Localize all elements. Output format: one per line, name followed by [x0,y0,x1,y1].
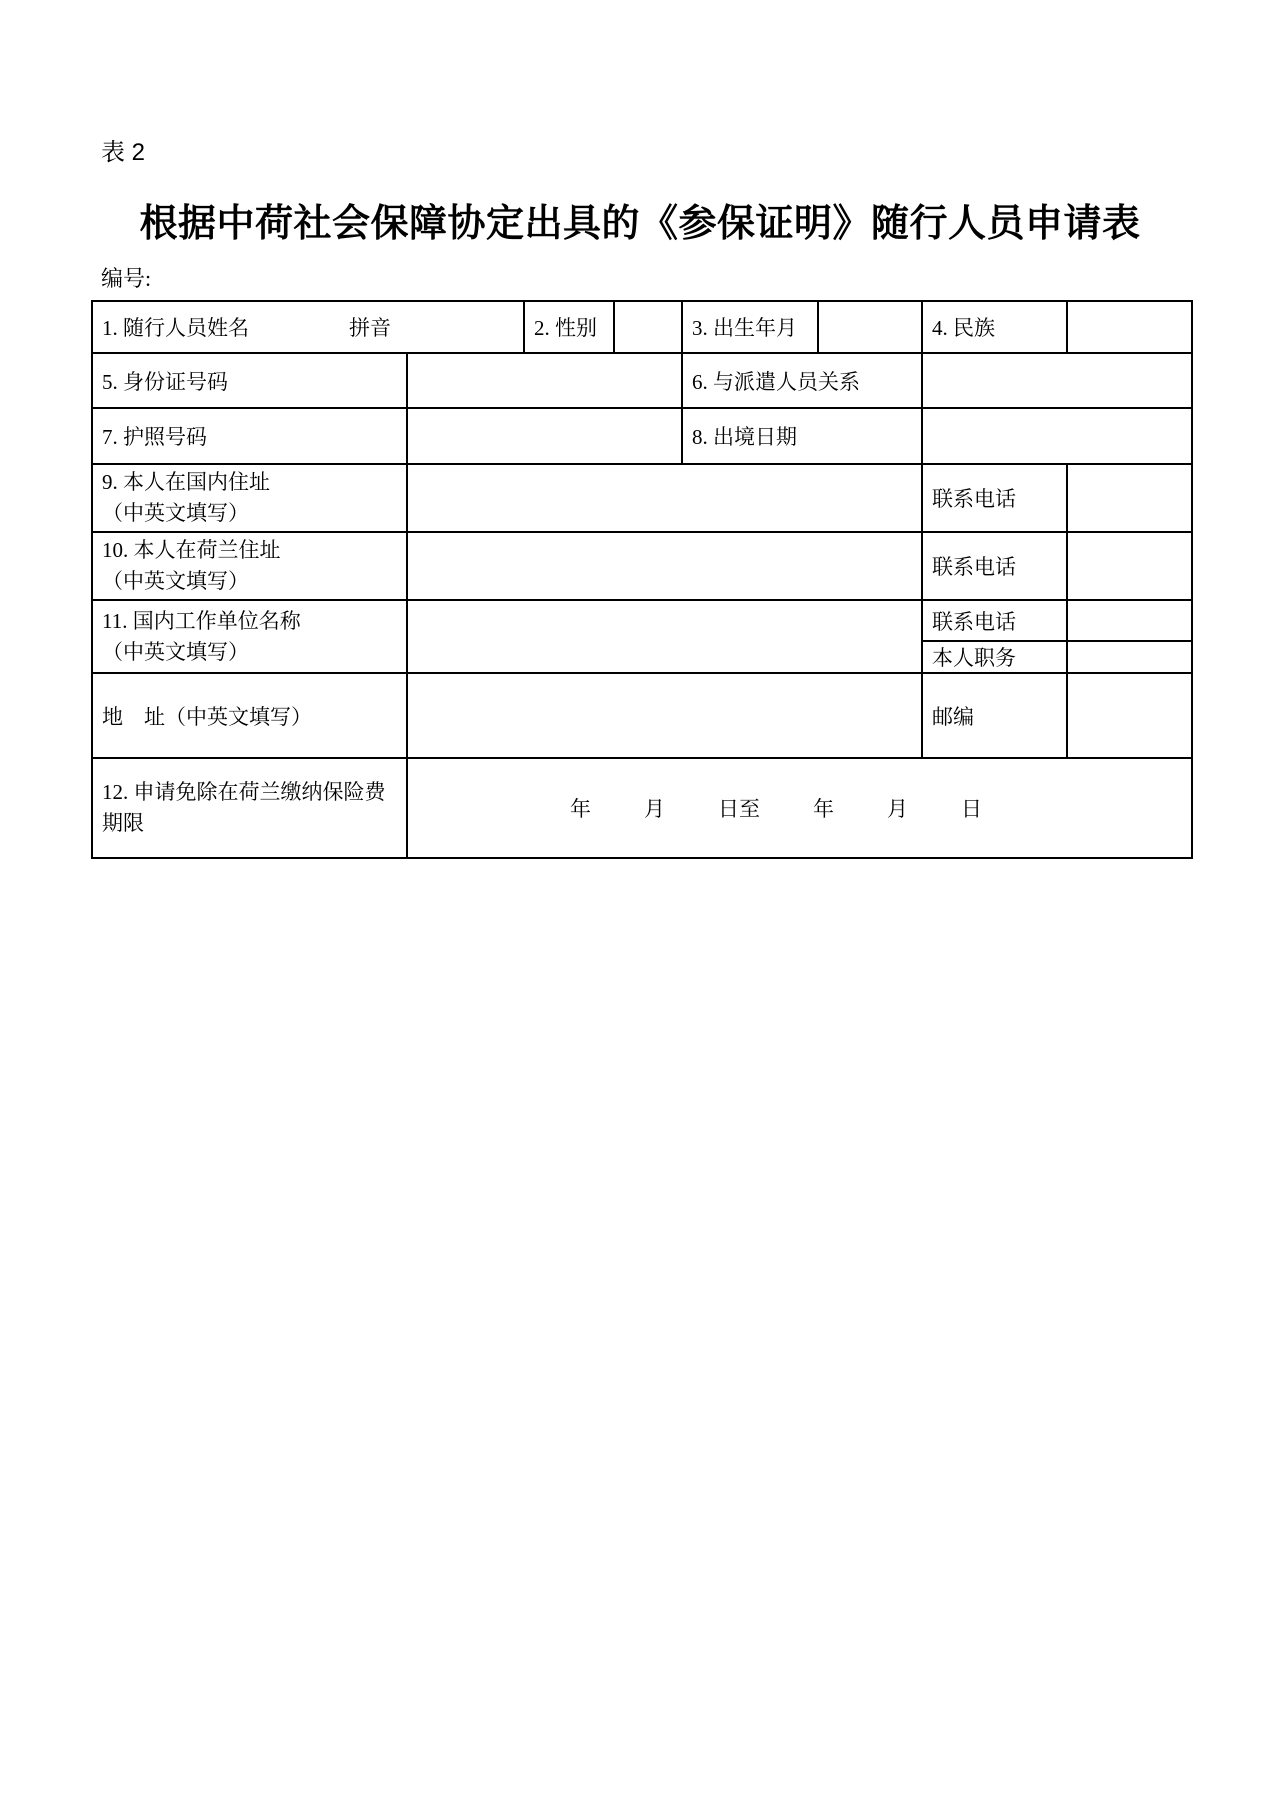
gender-label-cell: 2. 性别 [524,301,614,353]
employer-address-label-cell: 地 址（中英文填写） [92,673,407,758]
employer-name-value-cell [407,600,922,673]
employer-name-label-line2: （中英文填写） [102,639,249,664]
table-row-3 [92,408,1192,464]
pinyin-label: 拼音 [349,316,391,340]
date-month-from-label: 月 [644,797,665,821]
netherlands-address-label-cell [92,532,407,600]
netherlands-phone-value-cell [1067,532,1192,600]
exemption-period-value-cell [407,758,1192,858]
employer-phone-label-cell: 联系电话 [922,600,1067,641]
date-month-to-label: 月 [887,797,908,821]
name-label: 1. 随行人员姓名 [102,316,249,340]
date-day-to-label: 日 [961,797,982,821]
exemption-period-label-cell [92,758,407,858]
netherlands-address-label-line2: （中英文填写） [102,569,249,593]
gender-value-cell [614,301,682,353]
departure-date-label-cell: 8. 出境日期 [682,408,922,464]
table-row-5 [92,532,1192,600]
serial-number-label: 编号: [101,266,152,291]
application-form-table [91,300,1193,859]
date-day-from-to-label: 日至 [718,797,760,821]
relation-label-cell: 6. 与派遣人员关系 [682,353,922,408]
date-year-from-label: 年 [570,797,591,821]
table-row-2 [92,353,1192,408]
birthdate-label-cell: 3. 出生年月 [682,301,818,353]
departure-date-value-cell [922,408,1192,464]
employer-address-value-cell [407,673,922,758]
passport-value-cell [407,408,682,464]
domestic-phone-label-cell: 联系电话 [922,464,1067,532]
netherlands-address-value-cell [407,532,922,600]
name-label-cell [92,301,524,353]
domestic-phone-value-cell [1067,464,1192,532]
postcode-label-cell: 邮编 [922,673,1067,758]
position-label-cell: 本人职务 [922,641,1067,673]
table-row-4 [92,464,1192,532]
id-number-label-cell: 5. 身份证号码 [92,353,407,408]
domestic-address-value-cell [407,464,922,532]
table-row-1 [92,301,1192,353]
employer-name-label-cell [92,600,407,673]
position-value-cell [1067,641,1192,673]
netherlands-phone-label-cell: 联系电话 [922,532,1067,600]
netherlands-address-label-line1: 10. 本人在荷兰住址 [102,538,281,562]
domestic-address-label-line1: 9. 本人在国内住址 [102,470,270,494]
postcode-value-cell [1067,673,1192,758]
id-number-value-cell [407,353,682,408]
table-row-8 [92,758,1192,858]
form-tag: 表 2 [101,139,146,166]
exemption-period-label-line1: 12. 申请免除在荷兰缴纳保险费 [102,780,386,804]
table-row-7 [92,673,1192,758]
ethnicity-label-cell: 4. 民族 [922,301,1067,353]
employer-phone-value-cell [1067,600,1192,641]
domestic-address-label-cell [92,464,407,532]
date-year-to-label: 年 [813,797,834,821]
domestic-address-label-line2: （中英文填写） [102,501,249,525]
employer-name-label-line1: 11. 国内工作单位名称 [102,608,301,633]
ethnicity-value-cell [1067,301,1192,353]
passport-label-cell: 7. 护照号码 [92,408,407,464]
birthdate-value-cell [818,301,922,353]
page-title: 根据中荷社会保障协定出具的《参保证明》随行人员申请表 [139,203,1141,245]
exemption-period-date-line [417,793,1189,823]
exemption-period-label-line2: 期限 [102,811,144,835]
table-row-6a [92,600,1192,641]
relation-value-cell [922,353,1192,408]
